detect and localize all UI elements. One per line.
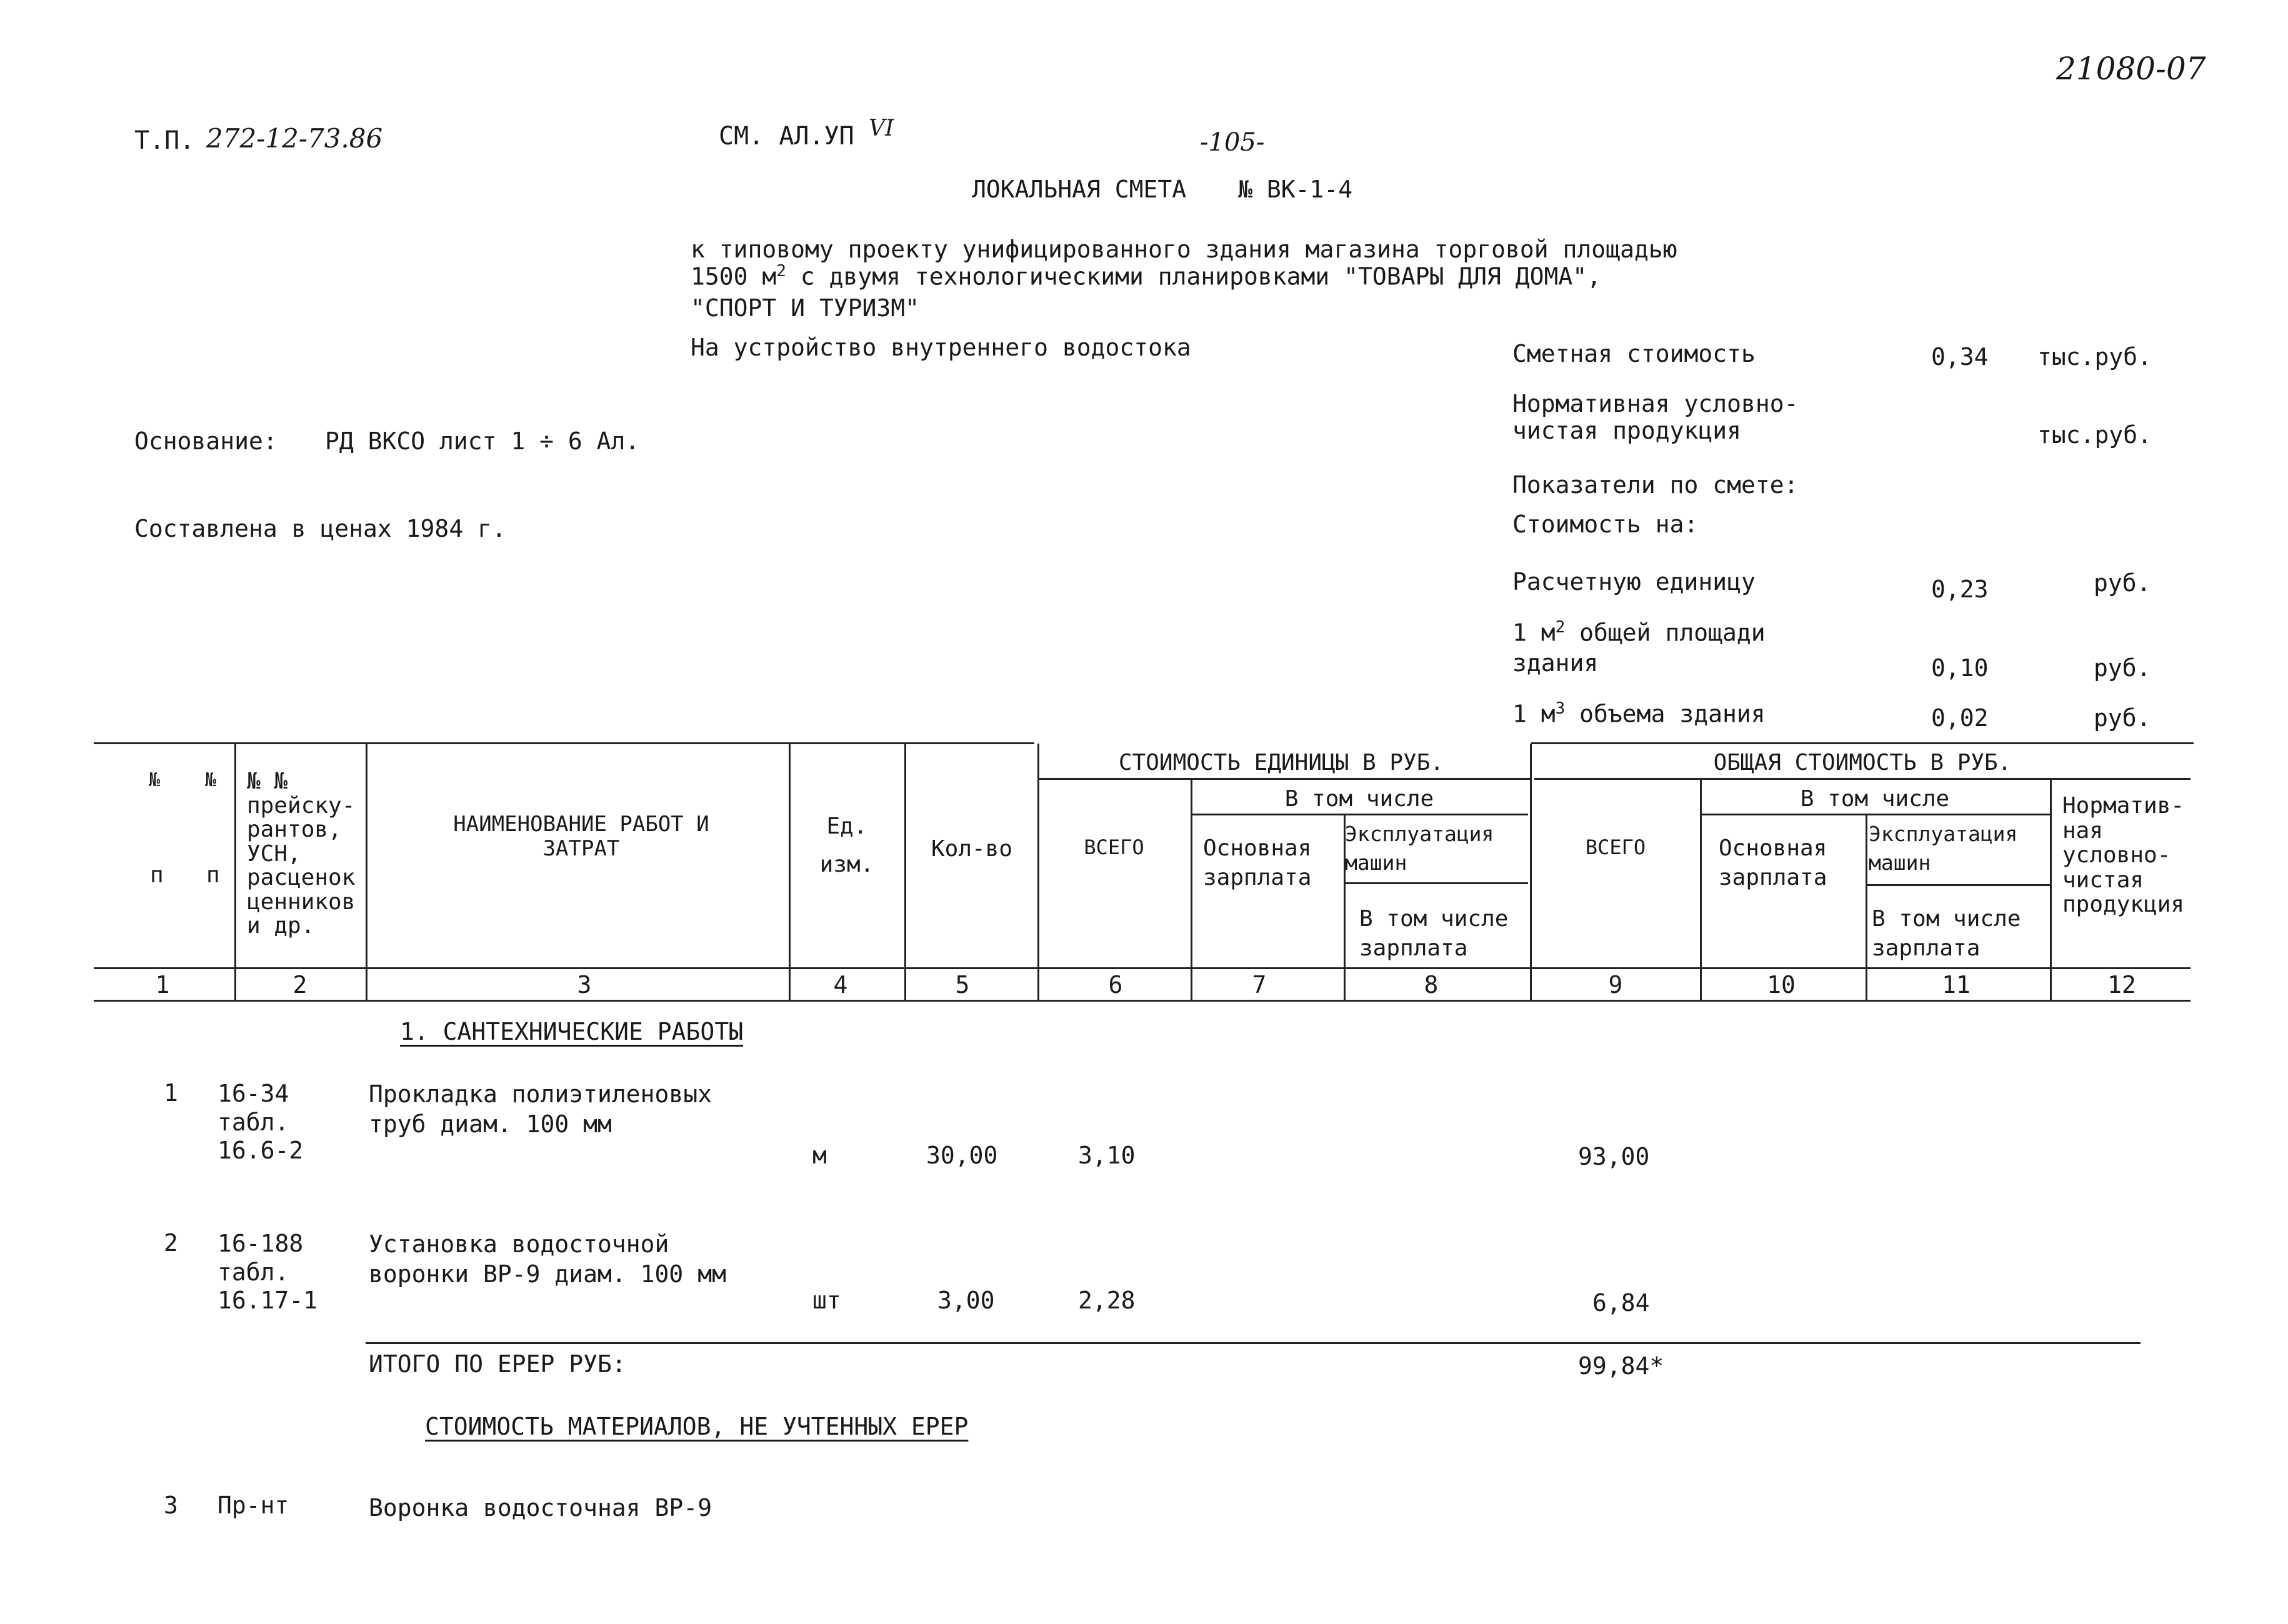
normative-label-1: Нормативная условно- [1512, 390, 1799, 417]
area-value-cell: 0,10 [1931, 654, 1989, 682]
hdr-c12: Норматив- ная условно- чистая продукция [2062, 793, 2185, 918]
vline-c2 [234, 744, 236, 1000]
row-unit-total: 2,28 [1078, 1287, 1136, 1314]
row-total: 6,84 [1592, 1289, 1650, 1317]
col-numbers-bottom-line [94, 1000, 2191, 1002]
area-sup: 2 [776, 262, 786, 281]
hdr-c4: Ед. изм. [819, 814, 874, 878]
estimated-cost-label: Сметная стоимость [1512, 340, 1756, 367]
normative-unit: тыс.руб. [2037, 421, 2152, 449]
area-label [1512, 619, 1766, 647]
incl-b-line [1700, 814, 2050, 815]
row-code: Пр-нт [217, 1492, 289, 1519]
hdr-c1a: № [149, 769, 161, 791]
hdr-total-cost-group: ОБЩАЯ СТОИМОСТЬ В РУБ. [1713, 750, 2012, 775]
subtotal-label: ИТОГО ПО ЕРЕР РУБ: [369, 1350, 626, 1378]
calc-unit-label: Расчетную единицу [1512, 568, 1756, 595]
row-unit: шт [812, 1287, 841, 1314]
row-name: Установка водосточной воронки ВР-9 диам. 100 мм [369, 1230, 726, 1288]
hdr-c8b: В том числе зарплата [1359, 906, 1509, 961]
row-unit-total: 3,10 [1078, 1142, 1136, 1169]
hdr-c3: НАИМЕНОВАНИЕ РАБОТ И ЗАТРАТ [453, 812, 709, 862]
volume-label [1512, 700, 1766, 728]
hdr-c8: Эксплуатация машин [1345, 822, 1494, 875]
col-number: 4 [833, 971, 848, 999]
row-number: 1 [164, 1079, 178, 1107]
prices-note: Составлена в ценах 1984 г. [134, 515, 506, 542]
row-code: 16-188 табл. 16.17-1 [217, 1230, 318, 1315]
row-number: 2 [164, 1229, 178, 1257]
document-id: 21080-07 [2056, 51, 2206, 87]
col-numbers-top-line [94, 967, 2191, 969]
area-unit: руб. [2094, 654, 2151, 682]
hdr-c11: Эксплуатация машин [1869, 822, 2018, 875]
page-number: -105- [1200, 128, 1265, 157]
hdr-c11b: В том числе зарплата [1872, 906, 2021, 961]
hdr-c9: ВСЕГО [1585, 835, 1646, 859]
volume-unit: руб. [2094, 704, 2151, 732]
project-desc-line2 [691, 262, 1601, 291]
vline-c4 [789, 744, 791, 1000]
total-cost-group-line [1534, 778, 2191, 780]
row-total: 93,00 [1578, 1143, 1650, 1170]
hdr-c2: № № прейску- рантов, УСН, расценок ценников и др. [247, 769, 356, 939]
doc-title [972, 176, 1352, 204]
area-label-a: 1 м [1512, 619, 1556, 647]
col-number: 11 [1942, 971, 1971, 999]
table-top-border-right [1531, 742, 2194, 744]
project-desc-line1: к типовому проекту унифицированного здания магазина торговой площадью [691, 236, 1677, 263]
row-name: Воронка водосточная ВР-9 [369, 1494, 712, 1522]
col-number: 10 [1767, 971, 1796, 999]
vline-c12 [2050, 780, 2052, 1000]
col-number: 12 [2107, 971, 2136, 999]
hdr-c7: Основная зарплата [1203, 835, 1312, 890]
row-code: 16-34 табл. 16.6-2 [217, 1080, 304, 1165]
col-number: 3 [577, 971, 592, 999]
tp-number: 272-12-73.86 [206, 123, 383, 154]
normative-label-2: чистая продукция [1512, 417, 1742, 444]
hdr-c5: Кол-во [931, 836, 1013, 862]
hdr-incl-b: В том числе [1800, 786, 1950, 812]
col-number: 6 [1108, 971, 1123, 999]
volume-label-sup: 3 [1555, 699, 1566, 718]
basis-value: РД ВКСО лист 1 ÷ 6 Ал. [325, 427, 640, 455]
desc-rest: с двумя технологическими планировками "ТОВАРЫ ДЛЯ ДОМА", [786, 262, 1601, 291]
area-label-b: общей площади [1565, 619, 1766, 647]
row-qty: 30,00 [926, 1142, 998, 1169]
area-label-2: здания [1512, 649, 1599, 677]
section-title-materials: СТОИМОСТЬ МАТЕРИАЛОВ, НЕ УЧТЕННЫХ ЕРЕР [425, 1413, 969, 1440]
col-number: 8 [1424, 971, 1439, 999]
hdr-incl-a: В том числе [1284, 786, 1434, 812]
col-number: 2 [292, 971, 307, 999]
hdr-unit-cost-group: СТОИМОСТЬ ЕДИНИЦЫ В РУБ. [1118, 750, 1444, 775]
col-number: 9 [1608, 971, 1623, 999]
calc-unit-value: 0,23 [1931, 575, 1989, 603]
vline-c3 [366, 744, 367, 1000]
hdr-c1c: № [205, 769, 217, 791]
calc-unit-unit: руб. [2094, 569, 2151, 597]
tp-label: Т.П. [134, 126, 195, 155]
row-name: Прокладка полиэтиленовых труб диам. 100 мм [369, 1080, 712, 1138]
subtotal-line [366, 1342, 2141, 1344]
vline-c5 [904, 744, 906, 1000]
estimated-cost-value: 0,34 [1931, 343, 1989, 371]
volume-value: 0,02 [1931, 704, 1989, 732]
doc-title-main: ЛОКАЛЬНАЯ СМЕТА [972, 176, 1187, 203]
col-number: 5 [955, 971, 970, 999]
vline-c9 [1530, 744, 1532, 1000]
volume-label-b: объема здания [1565, 700, 1766, 728]
doc-title-number: № ВК-1-4 [1238, 176, 1353, 203]
vline-c7 [1191, 780, 1192, 1000]
area-label-sup: 2 [1555, 618, 1566, 637]
hdr-c10: Основная зарплата [1719, 835, 1827, 890]
indicators-label: Показатели по смете: [1512, 471, 1799, 499]
incl-a-line [1191, 814, 1528, 815]
hdr-c6: ВСЕГО [1084, 835, 1144, 859]
vline-c11 [1866, 815, 1867, 1000]
unit-cost-group-line [1037, 778, 1531, 780]
hdr-c1d: п [206, 862, 220, 888]
project-desc-line3: "СПОРТ И ТУРИЗМ" [691, 294, 920, 322]
row-unit: м [812, 1142, 827, 1169]
vline-c10 [1700, 780, 1702, 1000]
section-title-plumbing: 1. САНТЕХНИЧЕСКИЕ РАБОТЫ [400, 1018, 744, 1045]
basis-label: Основание: [134, 427, 277, 455]
row-number: 3 [164, 1492, 178, 1519]
estimate-purpose: На устройство внутреннего водостока [691, 334, 1191, 361]
col-number: 7 [1252, 971, 1267, 999]
row-qty: 3,00 [937, 1287, 995, 1314]
c8-split-line [1344, 882, 1528, 884]
vline-c6 [1037, 744, 1039, 1000]
hdr-c1b: п [150, 862, 164, 888]
subtotal-value: 99,84* [1578, 1352, 1664, 1380]
estimated-cost-unit: тыс.руб. [2037, 343, 2152, 371]
cost-per-label: Стоимость на: [1512, 511, 1699, 538]
c11-split-line [1866, 884, 2050, 886]
volume-label-a: 1 м [1512, 700, 1556, 728]
sm-number: VI [869, 116, 894, 141]
col-number: 1 [155, 971, 170, 999]
area-value: 1500 м [691, 262, 777, 291]
sm-label: СМ. АЛ.УП [719, 122, 854, 151]
